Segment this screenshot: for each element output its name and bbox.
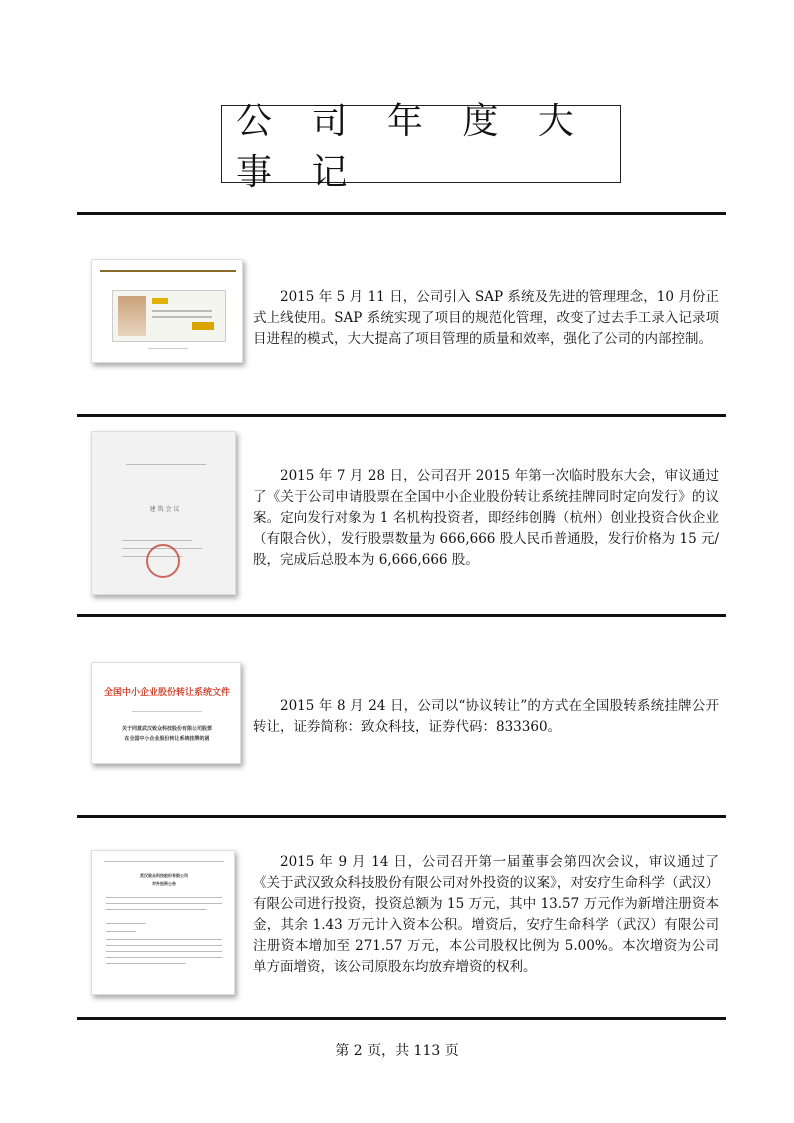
divider-4 (77, 815, 726, 818)
sap-screenshot-thumbnail (91, 259, 243, 363)
event-1-text: 2015 年 5 月 11 日，公司引入 SAP 系统及先进的管理理念，10 月份正式上线使用。SAP 系统实现了项目的规范化管理，改变了过去手工录入记录项目进程的模式，大大提高了项目管理的质量和效率，强化了公司的内部控制。 (253, 289, 719, 347)
page-title: 公 司 年 度 大 事 记 (221, 105, 621, 183)
event-3-text: 2015 年 8 月 24 日，公司以“协议转让”的方式在全国股转系统挂牌公开转让，证券简称：致众科技，证券代码：833360。 (253, 698, 719, 735)
nequ-document-thumbnail (91, 662, 241, 764)
seal-icon (146, 544, 180, 578)
divider-1 (77, 212, 726, 215)
thumb-line2: 在全国中小企业股份转让系统挂牌的函 (124, 736, 210, 742)
thumb-line1: 武汉致众科技股份有限公司 (140, 873, 188, 878)
event-4-text: 2015 年 9 月 14 日，公司召开第一届董事会第四次会议，审议通过了《关于武汉致众科技股份有限公司对外投资的议案》，对安疗生命科学（武汉）有限公司进行投资，投资总额为 15 万元，其中 13.57 万元作为新增注册资本金，其余 1.43 万元计入资本公积。增资后，安疗生命科学（武汉）有限公司注册资本增加至 271.57 万元，本公司股权比例为 5.00%。本次增资为公司单方面增资，该公司原股东均放弃增资的权利。 (253, 854, 719, 975)
divider-2 (77, 414, 726, 417)
divider-5 (77, 1017, 726, 1020)
resolution-document-thumbnail (91, 431, 236, 595)
thumb-line1: 关于同意武汉致众科技股份有限公司股票 (121, 726, 212, 732)
investment-notice-thumbnail (91, 850, 235, 995)
event-2-text: 2015 年 7 月 28 日，公司召开 2015 年第一次临时股东大会，审议通过了《关于公司申请股票在全国中小企业股份转让系统挂牌同时定向发行》的议案。定向发行对象为 1 名机构投资者，即经纬创腾（杭州）创业投资合伙企业（有限合伙），发行股票数量为 666,666 股人民币普通股，发行价格为 15 元/股，完成后总股本为 6,666,666 股。 (253, 468, 719, 568)
divider-3 (77, 614, 726, 617)
thumb-heading: 全国中小企业股份转让系统文件 (103, 688, 230, 698)
page-footer: 第 2 页，共 113 页 (335, 1043, 459, 1059)
thumb-line2: 对外投资公告 (152, 881, 176, 886)
thumb-title: 建 筑 会 议 (149, 506, 180, 513)
